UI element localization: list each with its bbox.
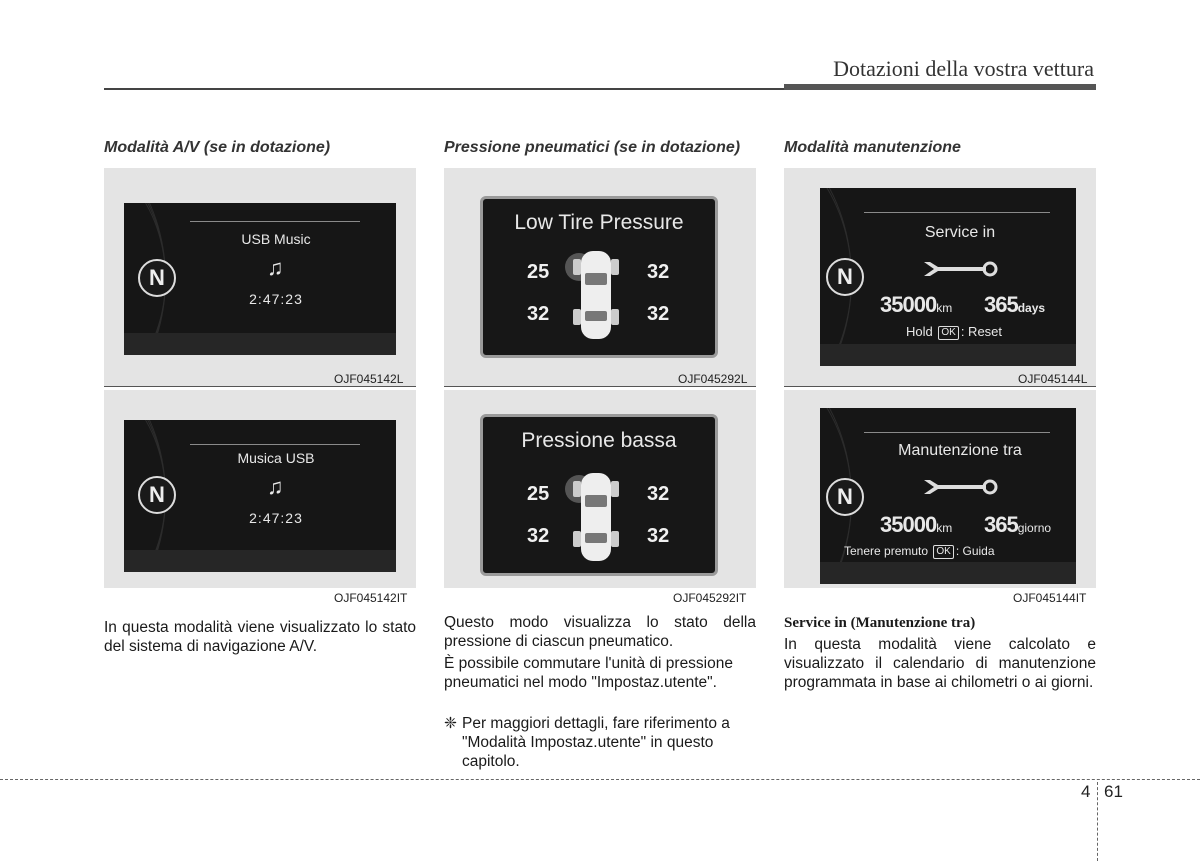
service-days-value: 365giorno — [984, 512, 1052, 537]
figure-tire-2 — [444, 390, 756, 588]
figure-service-1 — [784, 168, 1096, 386]
tire-note: Per maggiori dettagli, fare riferimento a "Modalità Impostaz.utente" in questo capitolo. — [462, 715, 730, 770]
figure-code: OJF045292L — [678, 372, 748, 386]
service-km-value: 35000km — [880, 292, 953, 317]
chapter-number: 4 — [1081, 782, 1091, 801]
gear-indicator: N — [138, 259, 176, 297]
page-number: 61 — [1104, 782, 1123, 801]
tire-rear-left: 32 — [527, 303, 550, 325]
usb-music-icon: ♫ — [267, 255, 284, 280]
tire-front-right: 32 — [647, 483, 670, 505]
ok-key-icon: OK — [933, 545, 953, 559]
tire-rear-right: 32 — [647, 525, 670, 547]
figure-code: OJF045144L — [1018, 372, 1088, 386]
page-header-title: Dotazioni della vostra vettura — [833, 56, 1094, 81]
display-heading: Service in — [924, 224, 996, 241]
ok-key-icon: OK — [938, 326, 958, 340]
display-heading: Pressione bassa — [521, 429, 677, 452]
hold-instruction: Hold OK : Reset — [906, 324, 1003, 339]
gear-indicator: N — [826, 478, 864, 516]
figure-code: OJF045292IT — [673, 591, 747, 605]
cluster-display-service-1 — [820, 188, 1076, 366]
service-days-value: 365days — [984, 292, 1046, 317]
tire-description-1: Questo modo visualizza lo stato della pressione di ciascun pneumatico. — [444, 614, 756, 650]
section-title-av: Modalità A/V (se in dotazione) — [104, 139, 331, 156]
tire-front-left: 25 — [527, 483, 550, 505]
figure-code: OJF045144IT — [1013, 591, 1087, 605]
figure-av-2 — [104, 390, 416, 588]
gear-indicator: N — [138, 476, 176, 514]
usb-music-icon: ♫ — [267, 474, 284, 499]
section-title-tire: Pressione pneumatici (se in dotazione) — [444, 139, 741, 156]
av-description: In questa modalità viene visualizzato lo stato del sistema di navigazione A/V. — [104, 619, 416, 655]
tire-front-right: 32 — [647, 261, 670, 283]
figure-code: OJF045142L — [334, 372, 404, 386]
screen-label: Musica USB — [237, 450, 315, 466]
note-symbol: ❈ — [444, 715, 457, 732]
wrench-icon — [920, 258, 1000, 280]
tire-rear-right: 32 — [647, 303, 670, 325]
display-heading: Manutenzione tra — [898, 442, 1022, 459]
car-topview-icon — [563, 469, 631, 565]
service-description: In questa modalità viene calcolato e visualizzato il calendario di manutenzione programmata in base ai chilometri o ai giorni. — [784, 636, 1096, 691]
cluster-display-service-2 — [820, 408, 1076, 584]
figure-service-2 — [784, 390, 1096, 588]
playback-time: 2:47:23 — [249, 291, 303, 307]
service-km-value: 35000km — [880, 512, 953, 537]
playback-time: 2:47:23 — [249, 510, 303, 526]
cluster-display-av-2 — [124, 420, 396, 572]
figure-av-1 — [104, 168, 416, 386]
screen-label: USB Music — [241, 231, 311, 247]
tire-front-left: 25 — [527, 261, 550, 283]
header-accent-bar — [784, 84, 1096, 90]
footer-divider — [1097, 782, 1098, 861]
figure-code: OJF045142IT — [334, 591, 408, 605]
tire-pressure-display-2 — [480, 414, 718, 576]
cluster-display-av-1 — [124, 203, 396, 355]
car-topview-icon — [563, 247, 631, 343]
section-title-service: Modalità manutenzione — [784, 139, 961, 156]
footer-rule — [0, 779, 1200, 780]
figure-tire-1 — [444, 168, 756, 386]
service-subtitle: Service in (Manutenzione tra) — [784, 615, 976, 631]
hold-instruction: Tenere premuto OK : Guida — [844, 544, 995, 558]
wrench-icon — [920, 476, 1000, 498]
tire-description-2: È possibile commutare l'unità di pressione pneumatici nel modo "Impostaz.utente". — [444, 655, 733, 691]
display-heading: Low Tire Pressure — [514, 211, 684, 234]
gear-indicator: N — [826, 258, 864, 296]
tire-rear-left: 32 — [527, 525, 550, 547]
tire-pressure-display-1 — [480, 196, 718, 358]
